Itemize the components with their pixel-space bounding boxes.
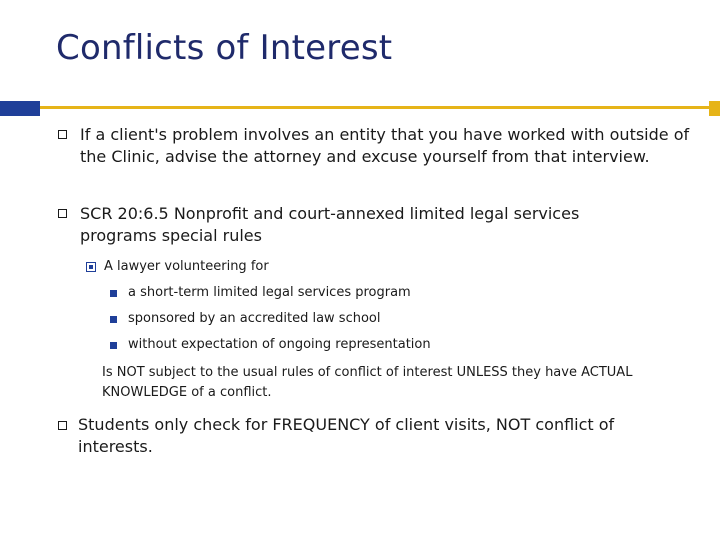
title-rule-left-block [0, 101, 40, 116]
hollow-square-icon [58, 209, 67, 218]
framed-square-icon [86, 262, 96, 272]
solid-square-icon [110, 316, 117, 323]
bullet-1-text: If a client's problem involves an entity that you have worked with outside of the Clinic, advise the attorney and excuse yourself from that interview. [80, 125, 690, 166]
slide-title: Conflicts of Interest [56, 28, 393, 68]
hollow-square-icon [58, 421, 67, 430]
title-rule-right-block [709, 101, 720, 116]
conflict-note-text: Is NOT subject to the usual rules of conflict of interest UNLESS they have ACTUAL KNOWLEDGE of a conflict. [102, 365, 633, 400]
solid-square-icon [110, 290, 117, 297]
sub-item-1-text: a short-term limited legal services program [128, 285, 411, 300]
sub-item-3-text: without expectation of ongoing representation [128, 337, 431, 352]
bullet-2-text: SCR 20:6.5 Nonprofit and court-annexed limited legal services programs special rules [80, 204, 580, 245]
title-rule-line [40, 106, 709, 109]
hollow-square-icon [58, 130, 67, 139]
sub-bullet-text: A lawyer volunteering for [104, 259, 269, 274]
sub-item-2-text: sponsored by an accredited law school [128, 311, 381, 326]
bullet-3-text: Students only check for FREQUENCY of client visits, NOT conflict of interests. [78, 415, 615, 456]
solid-square-icon [110, 342, 117, 349]
